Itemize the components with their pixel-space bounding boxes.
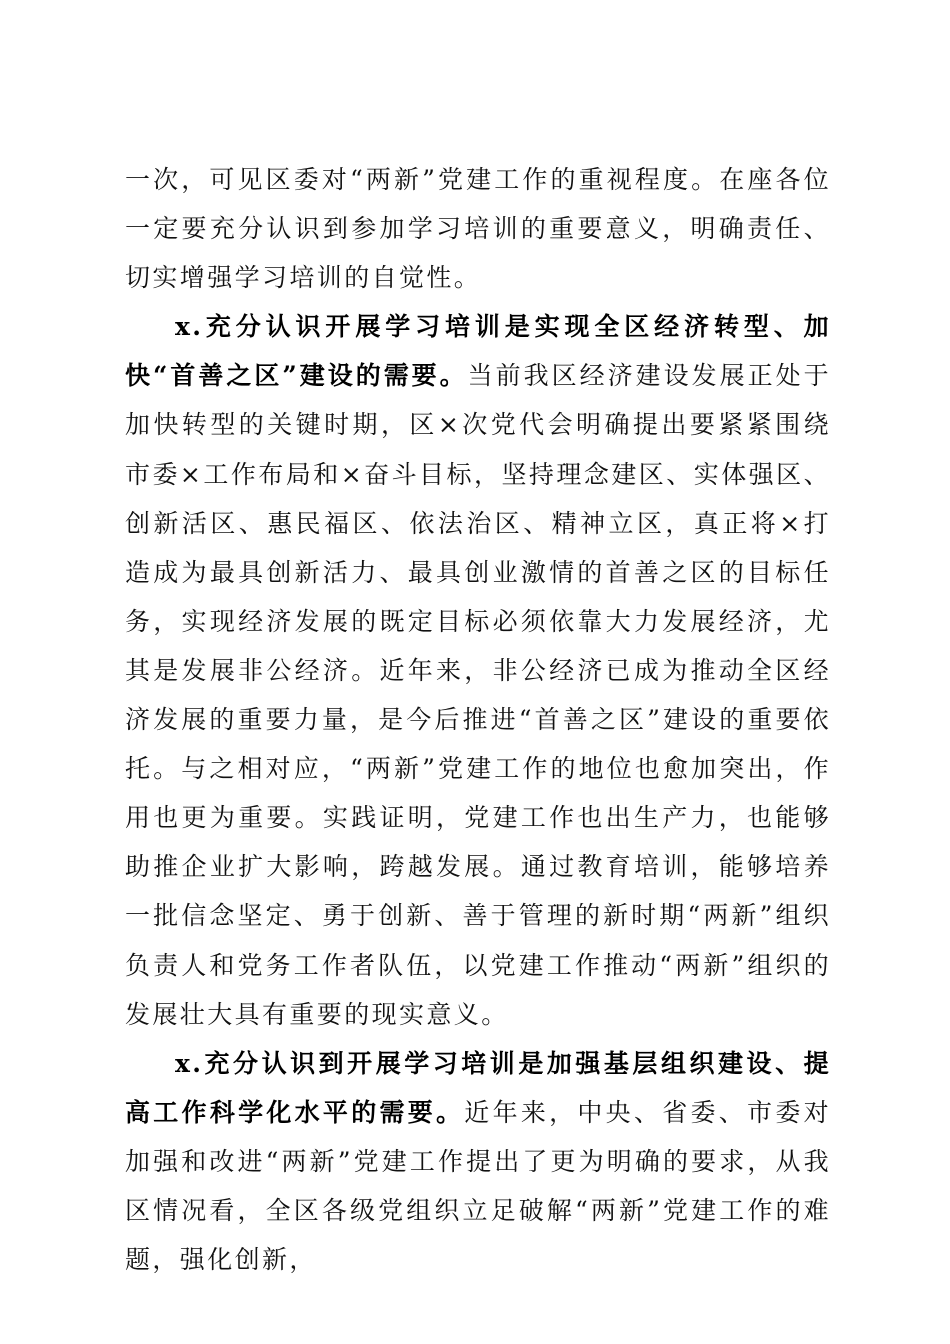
document-body <box>125 155 831 1284</box>
paragraph-bold-lead: x.充分认识开展学习培训是实现全区经济转型、加快“首善之区”建设的需要。 <box>125 312 831 391</box>
paragraph-text: 近年来，中央、省委、市委对加强和改进“两新”党建工作提出了更为明确的要求，从我区情况看，全区各级党组织立足破解“两新”党建工作的难题，强化创新， <box>125 1097 831 1275</box>
paragraph-text: 一次，可见区委对“两新”党建工作的重视程度。在座各位一定要充分认识到参加学习培训的重要意义，明确责任、切实增强学习培训的自觉性。 <box>125 165 831 293</box>
paragraph-text: 当前我区经济建设发展正处于加快转型的关键时期，区×次党代会明确提出要紧紧围绕市委×工作布局和×奋斗目标，坚持理念建区、实体强区、创新活区、惠民福区、依法治区、精神立区，真正将×打造成为最具创新活力、最具创业激情的首善之区的目标任务，实现经济发展的既定目标必须依靠大力发展经济，尤其是发展非公经济。近年来，非公经济已成为推动全区经济发展的重要力量，是今后推进“首善之区”建设的重要依托。与之相对应，“两新”党建工作的地位也愈加突出，作用也更为重要。实践证明，党建工作也出生产力，也能够助推企业扩大影响，跨越发展。通过教育培训，能够培养一批信念坚定、勇于创新、善于管理的新时期“两新”组织负责人和党务工作者队伍，以党建工作推动“两新”组织的发展壮大具有重要的现实意义。 <box>125 361 831 1029</box>
paragraph-grassroots-organization <box>125 1039 831 1284</box>
paragraph-bold-lead: x.充分认识到开展学习培训是加强基层组织建设、提高工作科学化水平的需要。 <box>125 1048 831 1127</box>
paragraph-economic-transformation <box>125 302 831 1038</box>
paragraph-continuation <box>125 155 831 302</box>
